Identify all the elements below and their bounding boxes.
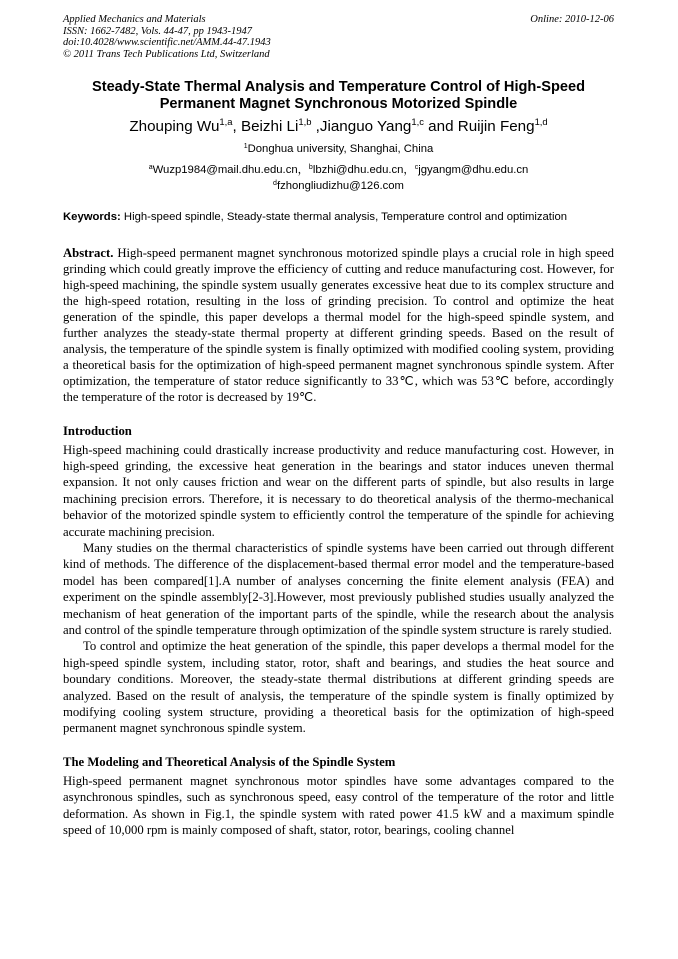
author-separator: and [423, 118, 458, 135]
email-line-2 [63, 178, 614, 194]
journal-header [63, 14, 614, 60]
author-name: Ruijin Feng [457, 118, 535, 135]
doi-line: doi:10.4028/www.scientific.net/AMM.44-47.1943 [63, 37, 271, 48]
author-sup: 1,c [411, 116, 424, 128]
author-name: Jianguo Yang [319, 118, 412, 135]
title-line-2: Permanent Magnet Synchronous Motorized Spindle [159, 96, 518, 112]
keywords-text: High-speed spindle, Steady-state thermal analysis, Temperature control and optimization [123, 211, 568, 223]
paragraph: To control and optimize the heat generation of the spindle, this paper develops a thermal model for the high-speed spindle system, including stator, rotor, shaft and bearings, and studies the heat source and boundary conditions. Moreover, the steady-state thermal distributions at different grinding speeds are analyzed. Based on the result of analysis, the temperature of the spindle system is finally optimized by modifying cooling system structure, providing a theoretical basis for the optimization of high-speed permanent magnet synchronous spindle system. [63, 639, 614, 736]
affiliation [63, 142, 614, 157]
abstract-label: Abstract. [63, 245, 114, 260]
paper-page [63, 14, 614, 838]
email-d: fzhongliudizhu@126.com [276, 180, 404, 192]
email-c: jgyangm@dhu.edu.cn [418, 164, 529, 176]
author-name: Beizhi Li [240, 118, 299, 135]
issn-line: ISSN: 1662-7482, Vols. 44-47, pp 1943-1947 [63, 25, 252, 37]
author-sup: 1,a [219, 116, 233, 128]
author-list [63, 117, 614, 137]
section-heading-modeling: The Modeling and Theoretical Analysis of the Spindle System [63, 754, 396, 769]
affiliation-sup: 1 [243, 142, 248, 150]
email-line-1 [63, 162, 614, 178]
author-separator: , [232, 118, 241, 135]
keywords-label: Keywords: [63, 211, 121, 223]
paper-title [63, 79, 614, 113]
title-line-1: Steady-State Thermal Analysis and Temperature Control of High-Speed [91, 79, 586, 95]
copyright-line: © 2011 Trans Tech Publications Ltd, Switzerland [63, 48, 270, 60]
keywords [63, 210, 614, 226]
email-block [63, 162, 614, 194]
author-sup: 1,d [534, 116, 548, 128]
author-separator: , [311, 118, 320, 135]
email-sup: b [308, 163, 313, 171]
email-a: Wuzp1984@mail.dhu.edu.cn， [152, 164, 309, 176]
abstract-text: High-speed permanent magnet synchronous motorized spindle plays a crucial role in high speed grinding which could greatly improve the efficiency of cutting and reduce manufacturing cost. However, for high-speed machining, the spindle system usually generates excessive heat due to its complex structure and the high-speed rotation, resulting in the loss of grinding precision. To control and optimize the heat generation of the spindle, this paper develops a thermal model for the high-speed spindle system, and further analyzes the steady-state thermal property at different grinding speeds. Based on the result of analysis, the temperature of the spindle system is finally optimized with modified cooling system, providing a theoretical basis for the optimization of high-speed permanent magnet synchronous spindle system. After optimization, the temperature of stator reduce significantly to 33℃, which was 53℃ before, accordingly the temperature of the rotor is decreased by 19℃. [63, 245, 614, 404]
email-b: lbzhi@dhu.edu.cn， [312, 164, 415, 176]
affiliation-text: Donghua university, Shanghai, China [247, 143, 434, 155]
online-date: Online: 2010-12-06 [530, 14, 614, 25]
paragraph: High-speed machining could drastically increase productivity and reduce manufacturing cost. However, in high-speed grinding, the excessive heat generation in the bearings and stator induces uneven thermal expansion. It not only causes friction and wear on the different parts of spindle, but also results in large machining precision errors. Therefore, it is necessary to do theoretical analysis of the thermo-mechanical behavior of the motorized spindle system to efficiently control the temperature of the spindle for achieving accurate machining precision. [63, 442, 614, 539]
paragraph: Many studies on the thermal characteristics of spindle systems have been carried out through different kind of methods. The difference of the displacement-based thermal error model and the temperature-based model has been compared[1].A number of analyses concerning the finite element analysis (FEA) and experiment on the spindle assembly[2-3].However, most previously published studies usually analyzed the mechanism of heat generation of the important parts of the spindle, while the research about the analysis and control of the spindle temperature through optimization of the spindle system structure is rarely studied. [63, 540, 614, 637]
paragraph: High-speed permanent magnet synchronous motor spindles have some advantages compared to the asynchronous spindles, such as synchronous speed, easy control of the temperature of the rotor and little deformation. As shown in Fig.1, the spindle system with rated power 41.5 kW and a maximum spindle speed of 10,000 rpm is mainly composed of shaft, stator, rotor, bearings, cooling channel [63, 773, 614, 838]
email-sup: a [148, 163, 153, 171]
author-name: Zhouping Wu [129, 118, 220, 135]
section-heading-introduction: Introduction [63, 423, 132, 438]
email-sup: c [414, 163, 419, 171]
email-sup: d [273, 179, 277, 187]
abstract [63, 245, 614, 405]
author-sup: 1,b [298, 116, 312, 128]
journal-name: Applied Mechanics and Materials [63, 14, 206, 25]
